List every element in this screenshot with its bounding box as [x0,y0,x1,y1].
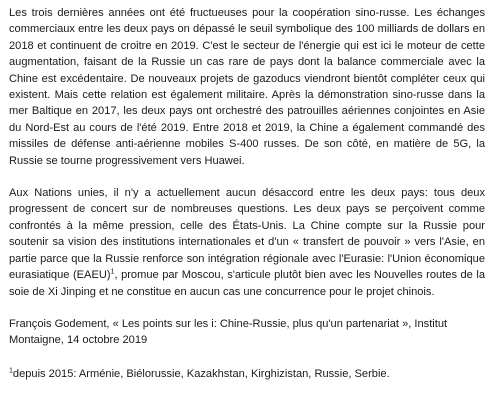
paragraph-nations-unies [9,185,485,300]
citation: François Godement, « Les points sur les i: Chine-Russie, plus qu'un partenariat », Institut Montaigne, 14 octobre 2019 [9,317,448,347]
paragraph-nations-unies-text-2: , promue par Moscou, s'articule plutôt bien avec les Nouvelles routes de la soie de Xi Jinping et ne constitue en aucun cas une concurrence pour le projet chinois. [9,269,485,298]
footnote-reference: 1 [110,268,115,276]
paragraph-cooperation: Les trois dernières années ont été fructueuses pour la coopération sino-russe. Les échanges commerciaux entre les deux pays on dépassé le seuil symbolique des 100 milliards de dollars en 2018 et continuent de croitre en 2019. C'est le secteur de l'énergie qui est ici le moteur de cette augmentation, faisant de la Russie un cas rare de pays dont la balance commerciale avec la Chine est excédentaire. De nouveaux projets de gazoducs viendront bientôt compléter ceux qui existent. Mais cette relation est également militaire. Après la démonstration sino-russe dans la mer Baltique en 2017, les deux pays ont orchestré des patrouilles aériennes conjointes en Asie du Nord-Est au cours de l'été 2019. Entre 2018 et 2019, la Chine a également commandé des missiles de défense anti-aérienne mobiles S-400 russes. De son côté, en matière de 5G, la Russie se tourne progressivement vers Huawei. [9,7,485,167]
footnote-text: depuis 2015: Arménie, Biélorussie, Kazakhstan, Kirghizistan, Russie, Serbie. [12,367,390,380]
footnote-marker: 1 [9,367,13,375]
footnote [9,366,485,382]
paragraph-nations-unies-text-1: Aux Nations unies, il n'y a actuellement aucun désaccord entre les deux pays: tous deux progressent de concert sur de nombreuses questions. Les deux pays se perçoivent comme confrontés à la même pression, celle des États-Unis. La Chine compte sur la Russie pour soutenir sa vision des institutions internationales et d'un « transfert de pouvoir » vers l'Asie, en partie parce que la Russie renforce son intégration régionale avec l'Eurasie: l'Union économique eurasiatique (EAEU) [9,187,485,282]
document-body [9,5,485,382]
